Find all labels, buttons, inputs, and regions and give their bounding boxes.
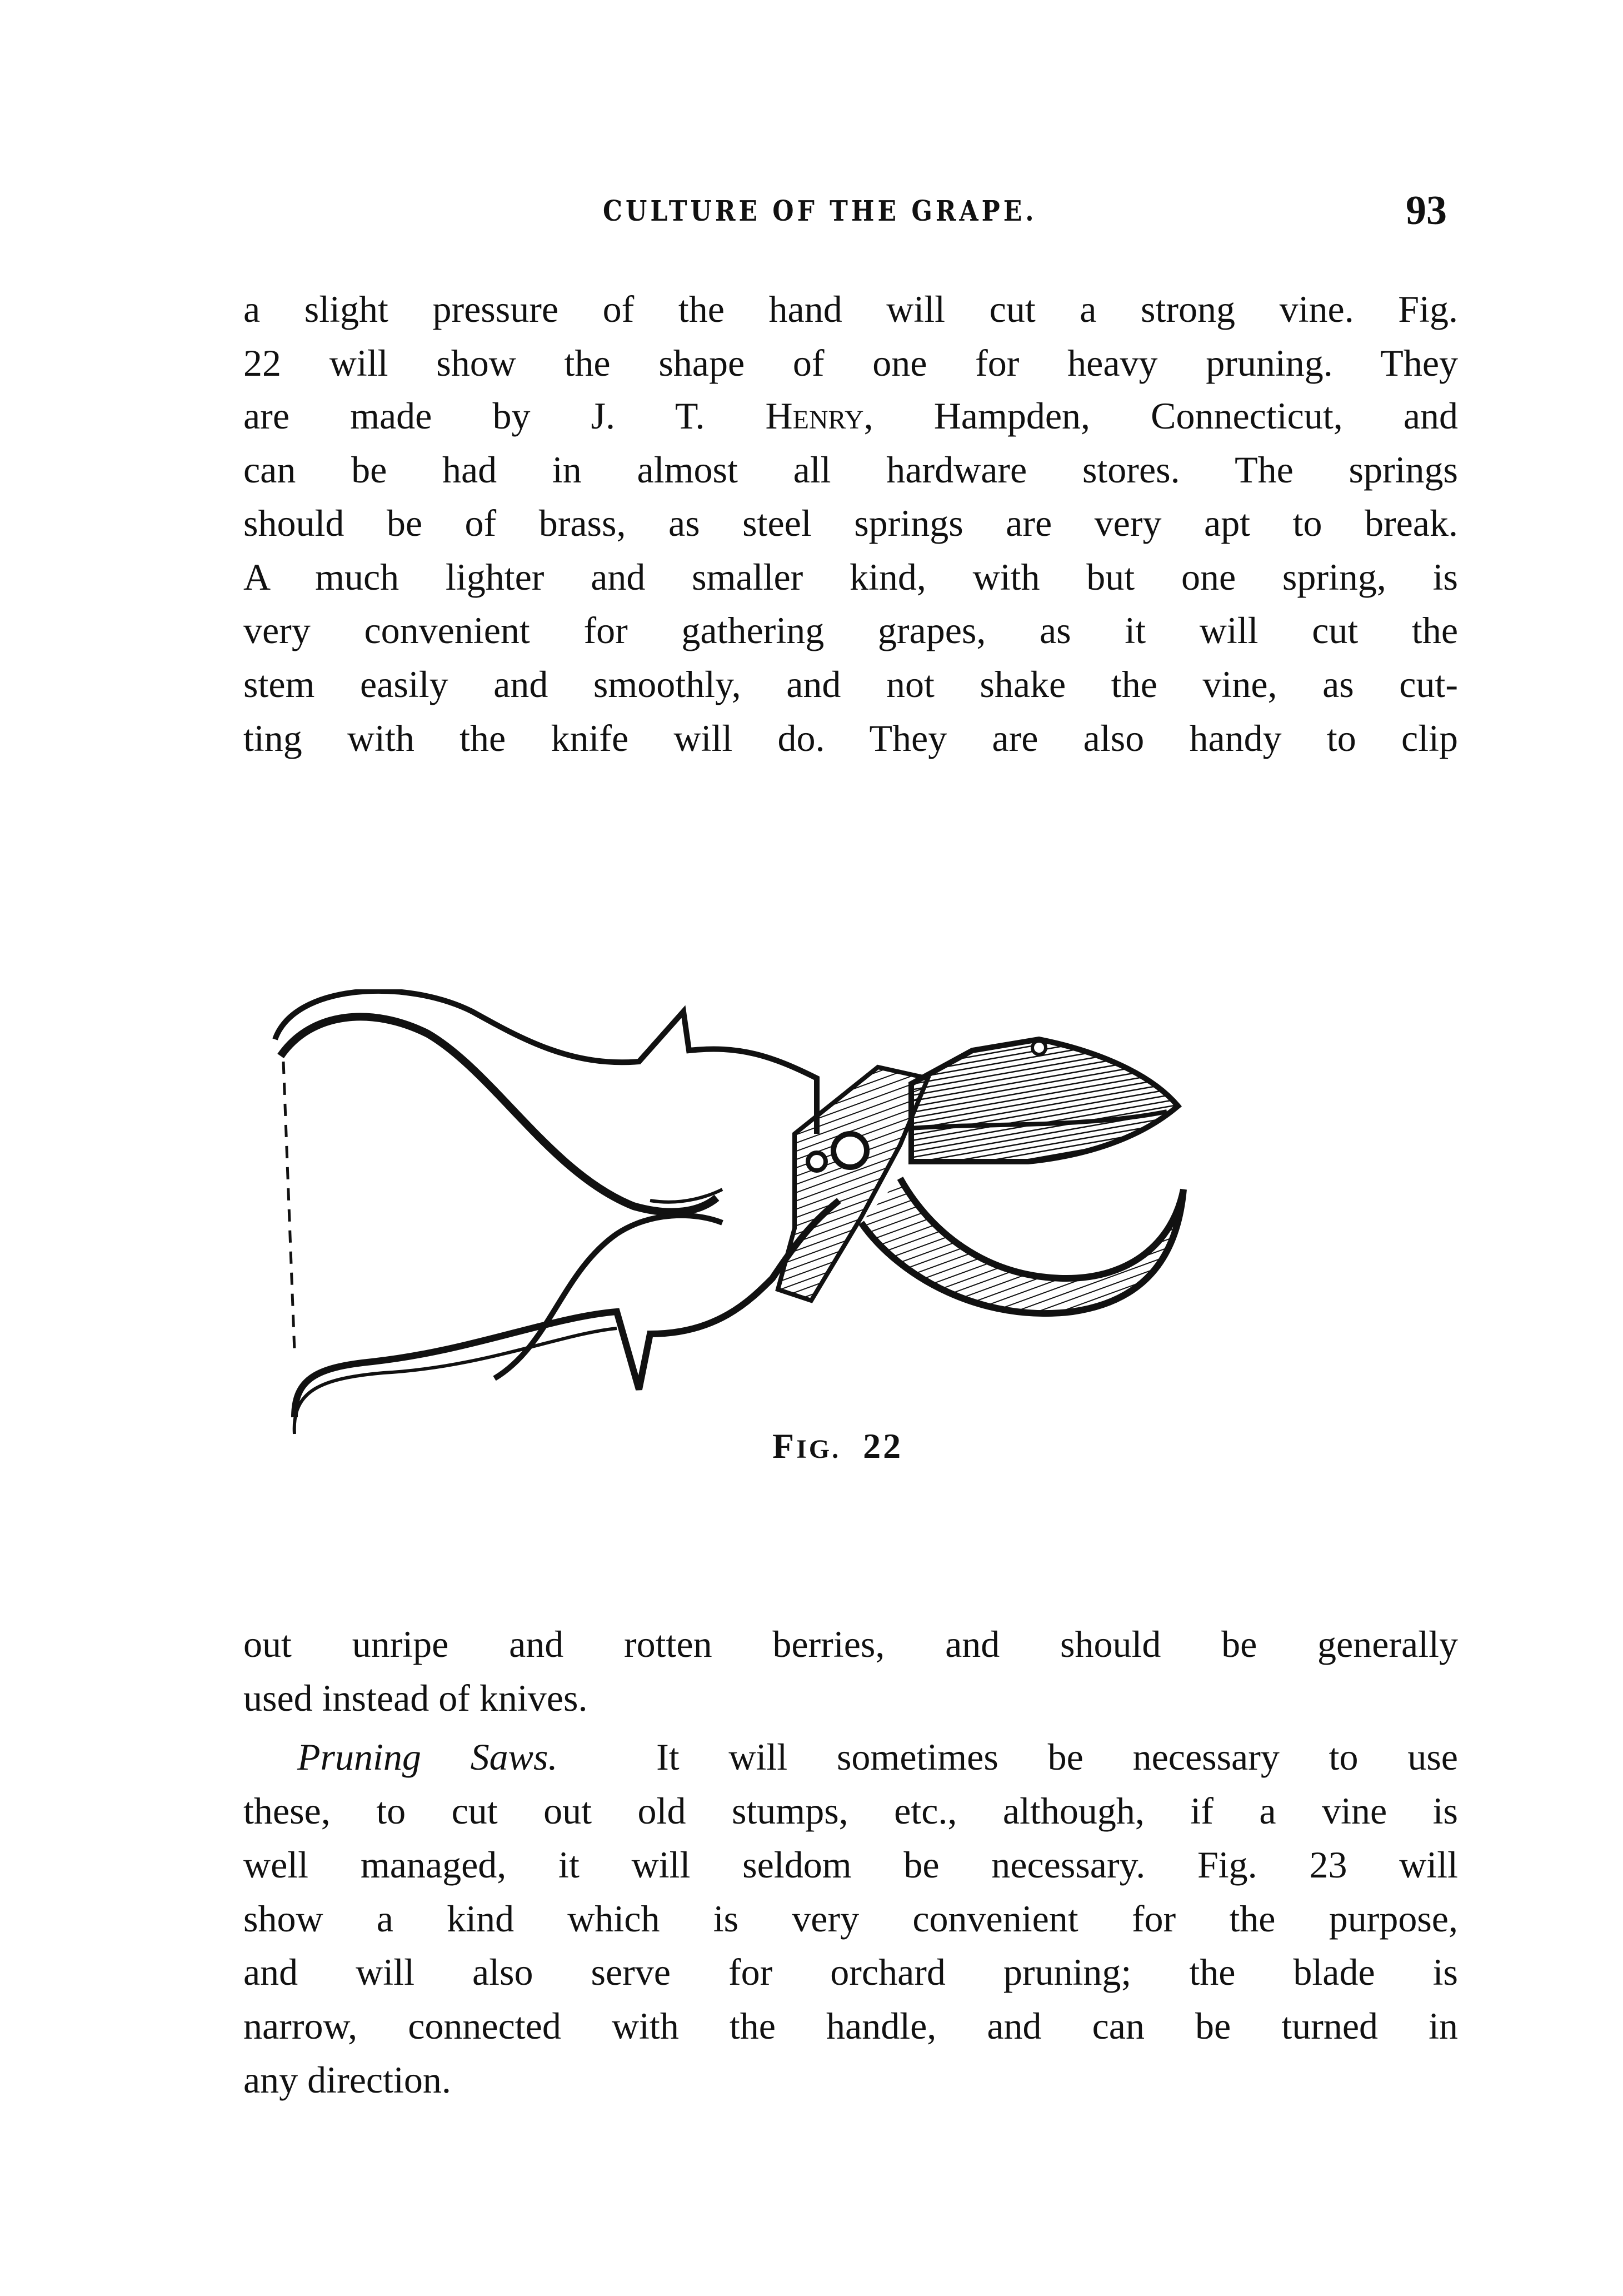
- text-line: 22 will show the shape of one for heavy pruning. They: [243, 342, 1458, 384]
- text-line: well managed, it will seldom be necessary. Fig. 23 will: [243, 1844, 1458, 1886]
- text-line: out unripe and rotten berries, and should be generally: [243, 1623, 1458, 1665]
- text-span: are made by J. T.: [243, 395, 766, 437]
- text-line: narrow, connected with the handle, and can be turned in: [243, 2005, 1458, 2047]
- text-line: any direction.: [243, 2059, 451, 2101]
- text-span: , Hampden, Connecticut, and: [863, 395, 1458, 437]
- text-span: It will sometimes be necessary to use: [557, 1736, 1458, 1778]
- text-line: stem easily and smoothly, and not shake the vine, as cut-: [243, 663, 1458, 705]
- text-line: should be of brass, as steel springs are very apt to break.: [243, 502, 1458, 544]
- text-line: a slight pressure of the hand will cut a strong vine. Fig.: [243, 288, 1458, 330]
- text-line: and will also serve for orchard pruning; the blade is: [243, 1951, 1458, 1993]
- caption-number: 22: [863, 1426, 903, 1466]
- page-header: [0, 188, 1623, 236]
- text-line: ting with the knife will do. They are also handy to clip: [243, 717, 1458, 759]
- manufacturer-name: Henry: [765, 395, 864, 437]
- caption-small: IG.: [796, 1435, 841, 1464]
- figure-caption: [772, 1426, 903, 1467]
- text-line: show a kind which is very convenient for the purpose,: [243, 1897, 1458, 1940]
- text-line: [243, 389, 1458, 443]
- running-title: CULTURE OF THE GRAPE.: [603, 195, 1037, 228]
- text-line: these, to cut out old stumps, etc., although, if a vine is: [243, 1790, 1458, 1832]
- text-line: can be had in almost all hardware stores. The springs: [243, 449, 1458, 491]
- section-lead: Pruning Saws.: [297, 1736, 558, 1778]
- pruning-shears-icon: [261, 989, 1461, 1445]
- text-line: A much lighter and smaller kind, with but one spring, is: [243, 556, 1458, 598]
- figure-pruning-shears: [261, 989, 1461, 1445]
- text-line: [297, 1730, 1458, 1784]
- page-number: 93: [1406, 188, 1447, 233]
- text-line: used instead of knives.: [243, 1677, 588, 1719]
- caption-prefix: F: [772, 1426, 797, 1466]
- text-line: very convenient for gathering grapes, as it will cut the: [243, 609, 1458, 651]
